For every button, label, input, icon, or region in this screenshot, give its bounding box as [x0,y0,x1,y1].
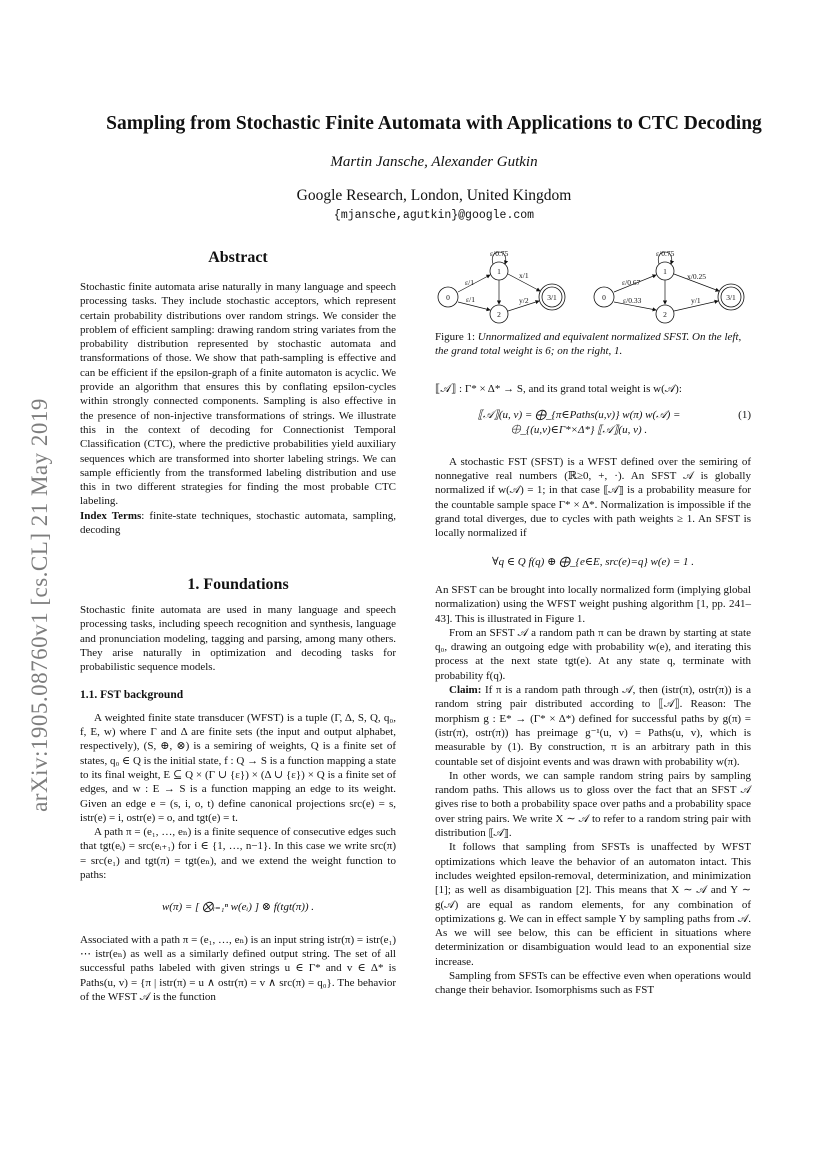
right-node-2: 2 [663,310,667,319]
section-1-heading: 1. Foundations [187,576,289,593]
right-edge-label-1-3: x/0.25 [687,272,706,281]
left-edge-label-0-1: ε/1 [465,278,474,287]
equation-1-body: ⟦𝒜⟧(u, v) = ⨁_{π∈Paths(u,v)} w(π) w(𝒜) = ⨁_{(u,v)∈Γ*×Δ*} ⟦𝒜⟧(u, v) . [477,409,681,436]
left-node-0: 0 [446,293,450,302]
right-node-1: 1 [663,267,667,276]
right-edge-label-loop: ε/0.75 [656,249,675,258]
figure-1-left-automaton [438,249,565,323]
local-normalization-equation: ∀q ∈ Q f(q) ⊕ ⨁_{e∈E, src(e)=q} w(e) = 1 . [491,555,694,568]
paper-title: Sampling from Stochastic Finite Automata with Applications to CTC Decoding [106,113,762,134]
right-column-body [435,382,751,998]
figure-1-caption-text: Unnormalized and equivalent normalized SFST. On the left, the grand total weight is 6; on the right, 1. [435,331,742,358]
index-terms-text: : finite-state techniques, stochastic automata, sampling, decoding [80,509,396,537]
left-edge-label-1-3: x/1 [519,271,529,280]
paper-authors: Martin Jansche, Alexander Gutkin [330,154,538,170]
wfst-definition: A weighted finite state transducer (WFST) is a tuple (Γ, Δ, S, Q, q₀, f, E, w) where Γ and Δ are finite sets (the input and output alphabet, respectively), (S, ⊕, ⊗) is a semiring of weights, Q is a finite set of states, q₀ ∈ Q is the initial state, f : Q → S is a function mapping a state to its final weight, E ⊆ Q × (Γ ∪ {ε}) × (Δ ∪ {ε}) × Q is a finite set of edges, and w : E → S is a function mapping an edge to its weight. Given an edge e = (s, i, o, t) define canonical projections src(e) = s, istr(e) = i, ostr(e) = o, and tgt(e) = t. [80,711,396,824]
figure-1-caption-label: Figure 1: [435,331,476,343]
abstract-text: Stochastic finite automata arise naturally in many language and speech processing tasks. They include stochastic acceptors, which represent certain probability distributions over random strings. We consider the problem of efficient sampling: drawing random string variates from the probability distribution represented by stochastic automata and transformations of those. We show that path-sampling is effective and can be efficient if the epsilon-graph of a finite automaton is acyclic. We provide an algorithm that ensures this by conflating epsilon-cycles within strongly connected components. Sampling is also effective in the presence of non-injective transformations of strings. We illustrate this in the context of decoding for Connectionist Temporal Classification (CTC), where the predictive probabilities yield auxiliary sequences which are transformed into shorter labeling strings. We can sample efficiently from the transformed labeling distribution and use this in two different strategies for finding the most probable CTC labeling. [80,281,396,508]
right-node-3-final: 3/1 [726,293,736,302]
left-node-2: 2 [497,310,501,319]
weight-pushing-text: An SFST can be brought into locally normalized form (implying global normalization) using the WFST weight pushing algorithm [1, pp. 241–43]. This is illustrated in Figure 1. [435,583,751,625]
sampling-pairs-text: In other words, we can sample random string pairs by sampling random paths. This allows us to gloss over the fact that an SFST 𝒜 gives rise to both a probability space over paths and a probability space over string pairs. We write X ∼ 𝒜 to refer to a random string pair with distribution ⟦𝒜⟧. [435,769,751,840]
section-1-intro: Stochastic finite automata are used in many language and speech processing tasks, including speech recognition and synthesis, language and pronunciation modeling, tagging and parsing, among many others. They arise naturally in optimization and decoding tasks for probabilistic sequence models. [80,604,396,674]
index-terms-label: Index Terms [80,509,142,522]
claim-label: Claim: [449,684,482,697]
left-edge-label-0-2: ε/1 [466,295,475,304]
figure-1-caption [435,330,751,359]
left-edge-label-loop: ε/0.75 [490,249,509,258]
section-1-1-heading: 1.1. FST background [80,689,184,702]
equation-1-number: (1) [738,409,751,422]
figure-1 [432,246,748,328]
right-edge-label-0-2: ε/0.33 [623,296,642,305]
paper-affiliation: Google Research, London, United Kingdom [296,187,572,204]
claim-text: If π is a random path through 𝒜, then (istr(π), ostr(π)) is a random string pair distributed according to ⟦𝒜⟧. Reason: The morphism g : E* → (Γ* × Δ*) defined for successful paths by g(π) = (istr(π), ostr(π)) has preimage g⁻¹(u, v) = Paths(u, v), which is measurable by (1). By construction, π is an arbitrary path in this countable set of disjoint events and was drawn with probability w(π). [435,684,751,768]
paper-email: {mjansche,agutkin}@google.com [333,209,535,222]
operations-text: Sampling from SFSTs can be effective even when operations would change their behavior. Isomorphisms such as FST [435,969,751,997]
arxiv-sidebar [18,335,62,875]
left-edge-label-2-3: y/2 [519,296,529,305]
left-node-1: 1 [497,267,501,276]
right-node-0: 0 [602,293,606,302]
optimizations-text: It follows that sampling from SFSTs is unaffected by WFST optimizations which leave the behavior of an automaton intact. This includes weighted epsilon-removal, determinization, and minimization [1]; as well as disambiguation [2]. This means that X ∼ 𝒜 and Y ∼ g(𝒜) are equal as random elements, for any combination of optimizations g. We can in effect sample Y by sampling paths from 𝒜. As we will see below, this can be efficient in situations where determinization or disambiguation would lead to an exponential size increase. [435,841,751,968]
figure-1-right-automaton [594,249,744,323]
right-edge-label-0-1: ε/0.67 [622,278,641,287]
path-strings-text: Associated with a path π = (e₁, …, eₙ) is an input string istr(π) = istr(e₁) ⋯ istr(eₙ) as well as a similarly defined output string. The set of all successful paths labeled with given strings u ∈ Γ* and v ∈ Δ* is Paths(u, v) = {π | istr(π) = u ∧ ostr(π) = v ∧ src(π) = q₀}. The behavior of the WFST 𝒜 is the function [80,933,396,1003]
abstract-body [80,280,396,537]
arxiv-id: arXiv:1905.08760v1 [cs.CL] 21 May 2019 [27,398,52,812]
random-path-text: From an SFST 𝒜 a random path π can be drawn by starting at state q₀, drawing an outgoing edge with probability w(e), and iterating this process at the next state tgt(e). At any state q, terminate with probability f(q). [435,626,751,682]
section-1-body [80,603,396,1004]
left-node-3-final: 3/1 [547,293,557,302]
path-definition: A path π = (e₁, …, eₙ) is a finite sequence of consecutive edges such that tgt(eᵢ) = src(eᵢ₊₁) for i ∈ {1, …, n−1}. In this case we write src(π) = src(e₁) and tgt(π) = tgt(eₙ), and we extend the weight function to paths: [80,826,396,882]
abstract-heading: Abstract [208,249,268,266]
behavior-definition: ⟦𝒜⟧ : Γ* × Δ* → S, and its grand total weight is w(𝒜): [435,383,682,395]
right-edge-label-2-3: y/1 [691,296,701,305]
equation-1 [435,408,751,437]
path-weight-equation: w(π) = [ ⨂ᵢ₌₁ⁿ w(eᵢ) ] ⊗ f(tgt(π)) . [161,901,315,914]
sfst-definition: A stochastic FST (SFST) is a WFST defined over the semiring of nonnegative real numbers (ℝ≥0, +, ·). An SFST 𝒜 is globally normalized if w(𝒜) = 1; in that case ⟦𝒜⟧ is a probability measure for the countable sample space Γ* × Δ*. Normalization is impossible if the grand total diverges, due to cycles with path weights ≥ 1. An SFST is locally normalized if [435,455,751,540]
